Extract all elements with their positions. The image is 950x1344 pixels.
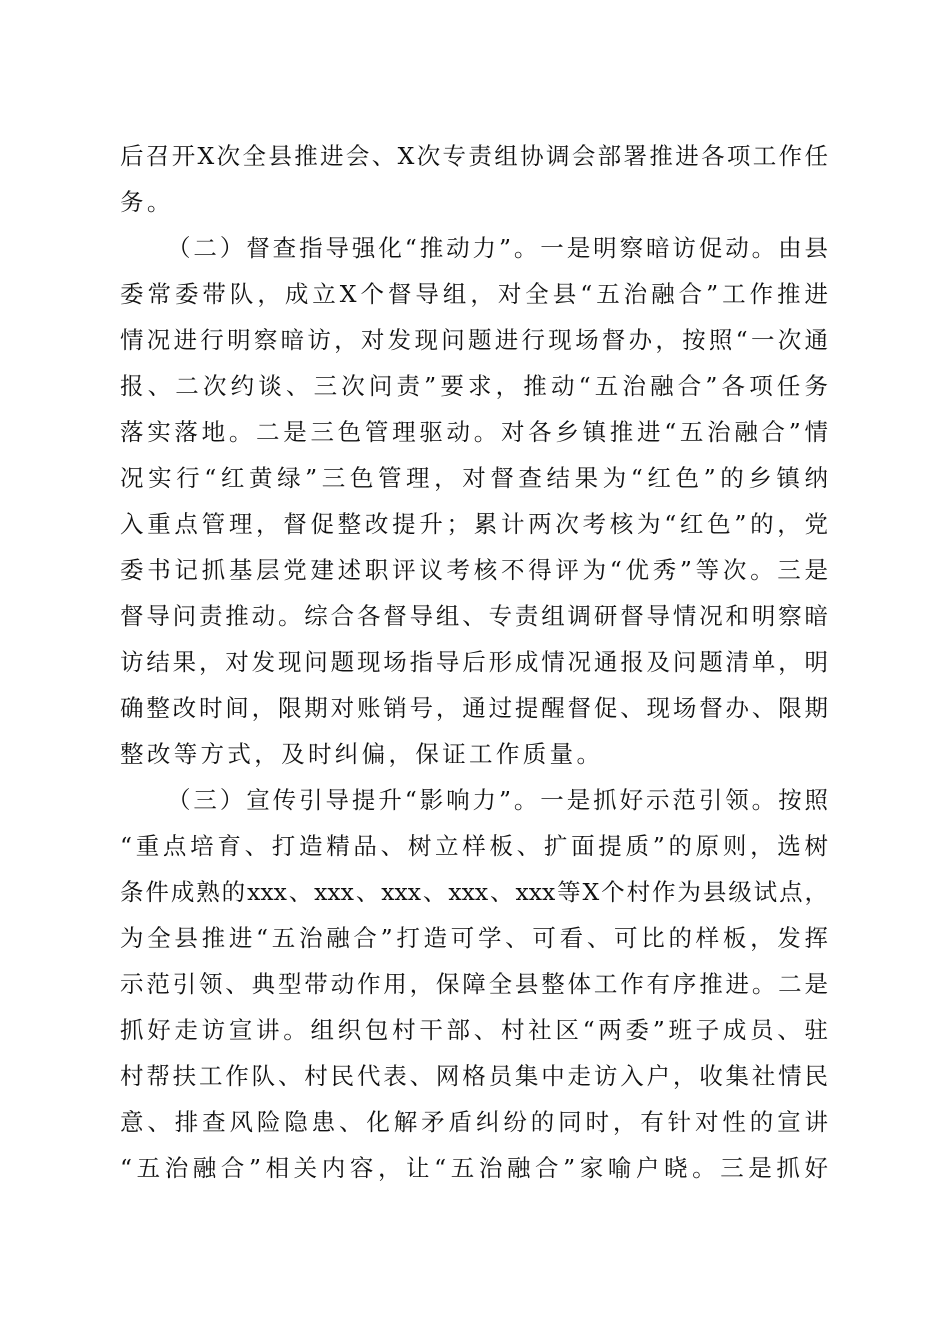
text-line: “五治融合”相关内容，让“五治融合”家喻户晓。三是抓好 bbox=[120, 1154, 828, 1182]
text-line: 意、排查风险隐患、化解矛盾纠纷的同时，有针对性的宣讲 bbox=[120, 1108, 828, 1136]
text-line: 情况进行明察暗访，对发现问题进行现场督办，按照“一次通 bbox=[120, 326, 828, 354]
text-line: 入重点管理，督促整改提升；累计两次考核为“红色”的，党 bbox=[120, 510, 828, 538]
text-line: 为全县推进“五治融合”打造可学、可看、可比的样板，发挥 bbox=[120, 924, 828, 952]
text-line: 访结果，对发现问题现场指导后形成情况通报及问题清单，明 bbox=[120, 648, 828, 676]
text-line: 条件成熟的xxx、xxx、xxx、xxx、xxx等X个村作为县级试点， bbox=[120, 878, 828, 906]
text-line: 后召开X次全县推进会、X次专责组协调会部署推进各项工作任 bbox=[120, 142, 828, 170]
text-line: 整改等方式，及时纠偏，保证工作质量。 bbox=[120, 740, 604, 768]
section-heading-line: （二）督查指导强化“推动力”。一是明察暗访促动。由县 bbox=[167, 234, 828, 262]
text-line: 委书记抓基层党建述职评议考核不得评为“优秀”等次。三是 bbox=[120, 556, 828, 584]
text-line: 委常委带队，成立X个督导组，对全县“五治融合”工作推进 bbox=[120, 280, 828, 308]
text-line: 报、二次约谈、三次问责”要求，推动“五治融合”各项任务 bbox=[120, 372, 828, 400]
text-line: 村帮扶工作队、村民代表、网格员集中走访入户，收集社情民 bbox=[120, 1062, 828, 1090]
text-line: 确整改时间，限期对账销号，通过提醒督促、现场督办、限期 bbox=[120, 694, 828, 722]
text-line: 况实行“红黄绿”三色管理，对督查结果为“红色”的乡镇纳 bbox=[120, 464, 828, 492]
text-line: 督导问责推动。综合各督导组、专责组调研督导情况和明察暗 bbox=[120, 602, 828, 630]
text-line: 抓好走访宣讲。组织包村干部、村社区“两委”班子成员、驻 bbox=[120, 1016, 828, 1044]
text-line: 示范引领、典型带动作用，保障全县整体工作有序推进。二是 bbox=[120, 970, 828, 998]
document-page bbox=[120, 133, 828, 1191]
section-heading-line: （三）宣传引导提升“影响力”。一是抓好示范引领。按照 bbox=[167, 786, 828, 814]
text-line: “重点培育、打造精品、树立样板、扩面提质”的原则，选树 bbox=[120, 832, 828, 860]
text-line: 务。 bbox=[120, 188, 174, 216]
text-line: 落实落地。二是三色管理驱动。对各乡镇推进“五治融合”情 bbox=[120, 418, 828, 446]
